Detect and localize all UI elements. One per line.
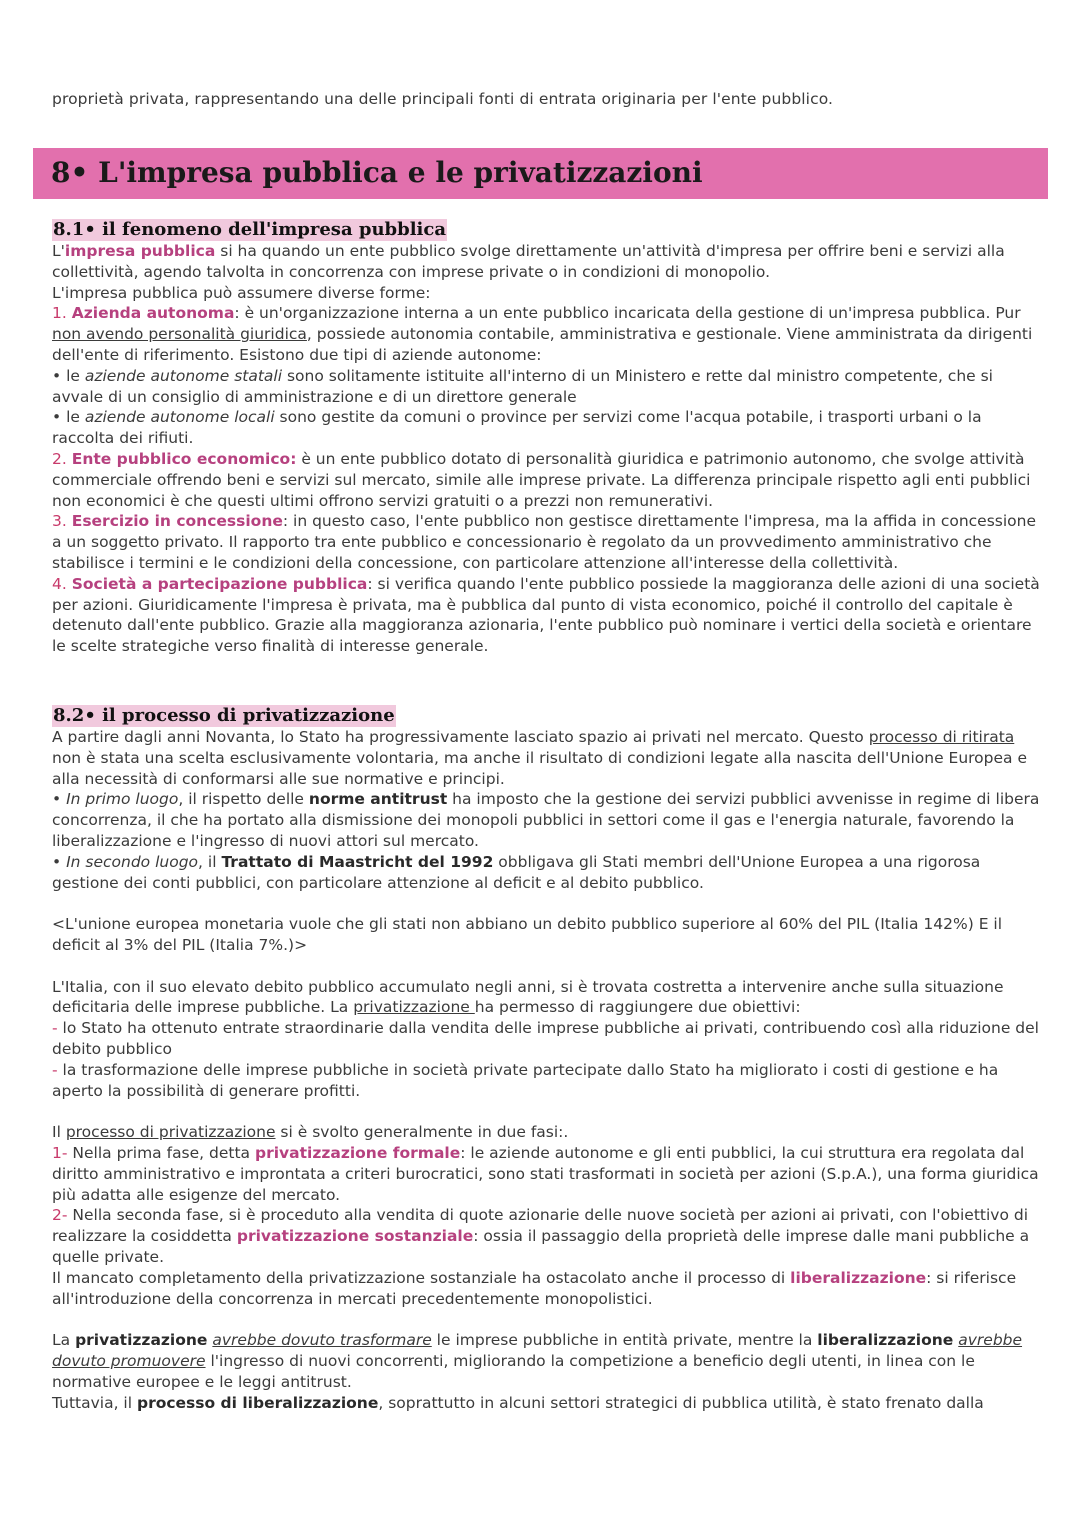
bullet-item — [52, 789, 1042, 851]
phase-item — [52, 1143, 1042, 1205]
text: Nella prima fase, detta — [67, 1143, 255, 1162]
paragraph — [52, 1393, 1042, 1414]
dash-item — [52, 1018, 1042, 1060]
key-term: privatizzazione sostanziale — [236, 1227, 474, 1246]
text: : ossia il passaggio della proprietà delle imprese dalle mani pubbliche a quelle private. — [52, 1227, 1030, 1266]
section-8-1 — [52, 219, 1042, 657]
section-title: 8.2• il processo di privatizzazione — [53, 705, 395, 726]
key-term: Società a partecipazione pubblica — [71, 574, 368, 593]
list-item — [52, 574, 1042, 657]
text: sono gestite da comuni o province per servizi come l'acqua potabile, i trasporti urbani o la raccolta dei rifiuti. — [52, 408, 982, 448]
text: A partire dagli anni Novanta, lo Stato ha progressivamente lasciato spazio ai privati nel mercato. Questo — [52, 728, 869, 746]
underlined-text: privatizzazione — [353, 998, 475, 1017]
text: , possiede autonomia contabile, amministrativa e gestionale. Viene amministrata da dirigenti dell'ente di riferimento. Esistono due tipi di aziende autonome: — [52, 325, 1033, 364]
text: Il — [52, 1123, 66, 1142]
intro-line: proprietà privata, rappresentando una delle principali fonti di entrata originaria per l'ente pubblico. — [52, 90, 834, 108]
note: <L'unione europea monetaria vuole che gli stati non abbiano un debito pubblico superiore al 60% del PIL (Italia 142%) E il deficit al 3% del PIL (Italia 7%.)> — [52, 915, 1003, 954]
underlined-text: avrebbe dovuto promuovere — [52, 1331, 1023, 1370]
key-term: Azienda autonoma — [71, 304, 235, 323]
text: L'Italia, con il suo elevato debito pubblico accumulato negli anni, si è trovata costretta a intervenire anche sulla situazione deficitaria delle imprese pubbliche. La — [52, 977, 1004, 1017]
bold-text: norme antitrust — [308, 790, 448, 809]
item-number: 4. — [52, 574, 67, 593]
paragraph — [52, 241, 1042, 283]
key-term: privatizzazione formale — [254, 1143, 461, 1162]
text: : si verifica quando l'ente pubblico possiede la maggioranza delle azioni di una società per azioni. Giuridicamente l'impresa è privata, ma è pubblica dal punto di vista economico, poiché il controllo del capitale è detenuto dall'ente pubblico. Grazie alla maggioranza azionaria, l'ente pubblico può nominare i vertici della società e orientare le scelte strategiche verso finalità di interesse generale. — [52, 574, 1040, 656]
bold-text: liberalizzazione — [817, 1331, 954, 1350]
underlined-text: avrebbe dovuto trasformare — [212, 1331, 432, 1350]
text: La — [52, 1331, 76, 1350]
text: sono solitamente istituite all'interno di un Ministero e rette dal ministro competente, che si avvale di un consiglio di amministrazione e di un direttore generale — [52, 366, 993, 406]
italic-text: aziende autonome locali — [84, 408, 275, 427]
italic-text: • In primo luogo — [52, 790, 179, 809]
text: ha permesso di raggiungere due obiettivi: — [474, 998, 801, 1017]
text: ha imposto che la gestione dei servizi pubblici avvenisse in regime di libera concorrenza, il che ha portato alla dismissione dei monopoli pubblici in settori come il gas e l'energia naturale, favorendo la liberalizzazione e l'ingresso di nuovi attori sul mercato. — [52, 790, 1040, 850]
text: , soprattutto in alcuni settori strategici di pubblica utilità, è stato frenato dalla — [378, 1393, 984, 1412]
list-item — [52, 511, 1042, 573]
item-number: 2. — [52, 449, 67, 468]
item-number: 1- — [52, 1143, 68, 1162]
text: Nella seconda fase, si è proceduto alla vendita di quote azionarie delle nuove società per azioni ai privati, con l'obiettivo di realizzare la cosiddetta — [52, 1206, 1029, 1246]
text: lo Stato ha ottenuto entrate straordinarie dalla vendita delle imprese pubbliche ai privati, contribuendo così alla riduzione del debito pubblico — [52, 1019, 1039, 1058]
text: : le aziende autonome e gli enti pubblici, la cui struttura era regolata dal diritto amministrativo e improntata a criteri burocratici, sono stati trasformati in società per azioni (S.p.A.), una forma giuridica più adatta alle esigenze del mercato. — [52, 1143, 1039, 1204]
paragraph — [52, 1268, 1042, 1310]
text: Il mancato completamento della privatizzazione sostanziale ha ostacolato anche il processo di — [52, 1268, 791, 1287]
section-8-2 — [52, 705, 1042, 1413]
text: : in questo caso, l'ente pubblico non gestisce direttamente l'impresa, ma la affida in concessione a un soggetto privato. Il rapporto tra ente pubblico e concessionario è regolato da un provvedimento amministrativo che stabilisce i termini e le condizioni della concessione, con particolare attenzione all'interesse della collettività. — [52, 512, 1037, 572]
text: • le — [52, 366, 85, 385]
underlined-text: processo di ritirata — [868, 728, 1015, 746]
dash-marker: - — [52, 1060, 58, 1079]
italic-text: • In secondo luogo — [52, 852, 199, 871]
list-item — [52, 449, 1042, 511]
paragraph — [52, 1122, 1042, 1143]
key-term: impresa pubblica — [64, 242, 216, 260]
underlined-text: non avendo personalità giuridica — [52, 325, 307, 344]
bullet-item — [52, 407, 1042, 449]
key-term: Esercizio in concessione — [71, 512, 283, 531]
paragraph — [52, 977, 1042, 1019]
text: è un ente pubblico dotato di personalità giuridica e patrimonio autonomo, che svolge attività commerciale offrendo beni e servizi sul mercato, simile alle imprese private. La differenza principale rispetto agli enti pubblici non economici è che questi ultimi offrono servizi gratuiti o a prezzi non remunerativi. — [52, 449, 1031, 510]
bullet-item — [52, 366, 1042, 408]
text: si è svolto generalmente in due fasi:. — [275, 1123, 569, 1142]
bold-text: processo di liberalizzazione — [136, 1393, 379, 1412]
text: • le — [52, 408, 85, 427]
underlined-text: processo di privatizzazione — [65, 1123, 276, 1142]
phase-item — [52, 1205, 1042, 1267]
italic-text: aziende autonome statali — [84, 366, 283, 385]
text: obbligava gli Stati membri dell'Unione Europea a una rigorosa gestione dei conti pubblici, con particolare attenzione al deficit e al debito pubblico. — [52, 852, 981, 892]
key-term: liberalizzazione — [790, 1268, 927, 1287]
text: la trasformazione delle imprese pubbliche in società private partecipate dallo Stato ha migliorato i costi di gestione e ha aperto la possibilità di generare profitti. — [52, 1060, 999, 1100]
list-item — [52, 303, 1042, 365]
key-term: Ente pubblico economico: — [71, 449, 297, 468]
paragraph — [52, 727, 1042, 789]
text: : si riferisce all'introduzione della concorrenza in mercati precedentemente monopolistici. — [52, 1268, 1017, 1308]
text: : è un'organizzazione interna a un ente pubblico incaricata della gestione di un'impresa pubblica. Pur — [234, 304, 1021, 323]
chapter-header-band — [33, 148, 1048, 199]
text: non è stata una scelta esclusivamente volontaria, ma anche il risultato di condizioni legate alla nascita dell'Unione Europea e alla necessità di conformarsi alle sue normative e principi. — [52, 748, 1028, 788]
text: Tuttavia, il — [52, 1393, 137, 1412]
bold-text: privatizzazione — [75, 1331, 208, 1350]
text: , il rispetto delle — [178, 790, 309, 809]
dash-item — [52, 1060, 1042, 1102]
item-number: 2- — [52, 1206, 68, 1225]
bullet-item — [52, 852, 1042, 894]
item-number: 3. — [52, 512, 67, 531]
item-number: 1. — [52, 304, 67, 323]
text: l'ingresso di nuovi concorrenti, migliorando la competizione a beneficio degli utenti, in linea con le normative europee e le leggi antitrust. — [52, 1351, 975, 1391]
bold-text: Trattato di Maastricht del 1992 — [221, 852, 494, 871]
paragraph — [52, 1330, 1042, 1392]
text: le imprese pubbliche in entità private, mentre la — [431, 1331, 818, 1350]
text: si ha quando un ente pubblico svolge direttamente un'attività d'impresa per offrire beni e servizi alla collettività, agendo talvolta in concorrenza con imprese private o in condizioni di monopolio. — [52, 242, 1005, 281]
dash-marker: - — [52, 1019, 58, 1038]
section-title: 8.1• il fenomeno dell'impresa pubblica — [53, 219, 447, 240]
text: L' — [52, 242, 65, 260]
chapter-title: 8• L'impresa pubblica e le privatizzazioni — [51, 156, 703, 189]
text: , il — [198, 852, 222, 871]
paragraph: L'impresa pubblica può assumere diverse forme: — [52, 283, 431, 302]
